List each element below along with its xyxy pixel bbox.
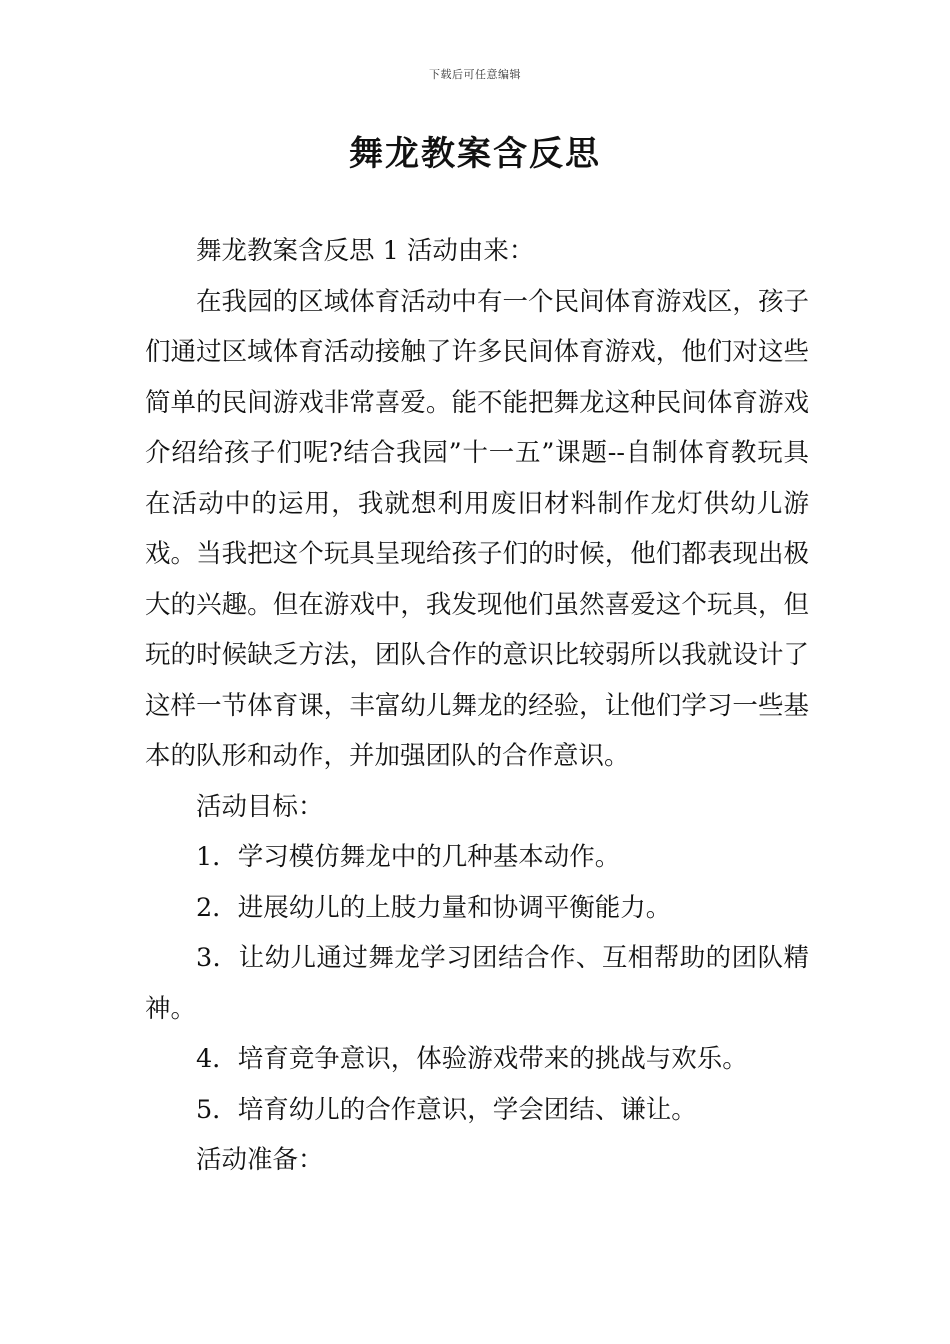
paragraph-goal-4: 4．培育竞争意识，体验游戏带来的挑战与欢乐。 [196,1044,748,1074]
paragraph-goal-3: 3．让幼儿通过舞龙学习团结合作、互相帮助的团队精神。 [145,943,809,1024]
paragraph-goal-1: 1．学习模仿舞龙中的几种基本动作。 [196,842,621,872]
paragraph-activity-origin-text: 在我园的区域体育活动中有一个民间体育游戏区，孩子们通过区域体育活动接触了许多民间体育游戏，他们对这些简单的民间游戏非常喜爱。能不能把舞龙这种民间体育游戏介绍给孩子们呢?结合我园”十一五”课题--自制体育教玩具在活动中的运用，我就想利用废旧材料制作龙灯供幼儿游戏。当我把这个玩具呈现给孩子们的时候，他们都表现出极大的兴趣。但在游戏中，我发现他们虽然喜爱这个玩具，但玩的时候缺乏方法，团队合作的意识比较弱所以我就设计了这样一节体育课，丰富幼儿舞龙的经验，让他们学习一些基本的队形和动作，并加强团队的合作意识。 [145,286,809,771]
paragraph-goals-heading: 活动目标： [196,791,324,822]
paragraph-activity-origin-heading: 舞龙教案含反思 1 活动由来： [196,236,535,266]
document-body [145,226,809,1186]
header-note: 下载后可任意编辑 [429,68,521,81]
paragraph-preparation-heading: 活动准备： [196,1145,324,1175]
paragraph-goal-2: 2．进展幼儿的上肢力量和协调平衡能力。 [196,892,672,923]
paragraph-goal-5: 5．培育幼儿的合作意识，学会团结、谦让。 [196,1094,697,1125]
document-title: 舞龙教案含反思 [349,134,601,174]
